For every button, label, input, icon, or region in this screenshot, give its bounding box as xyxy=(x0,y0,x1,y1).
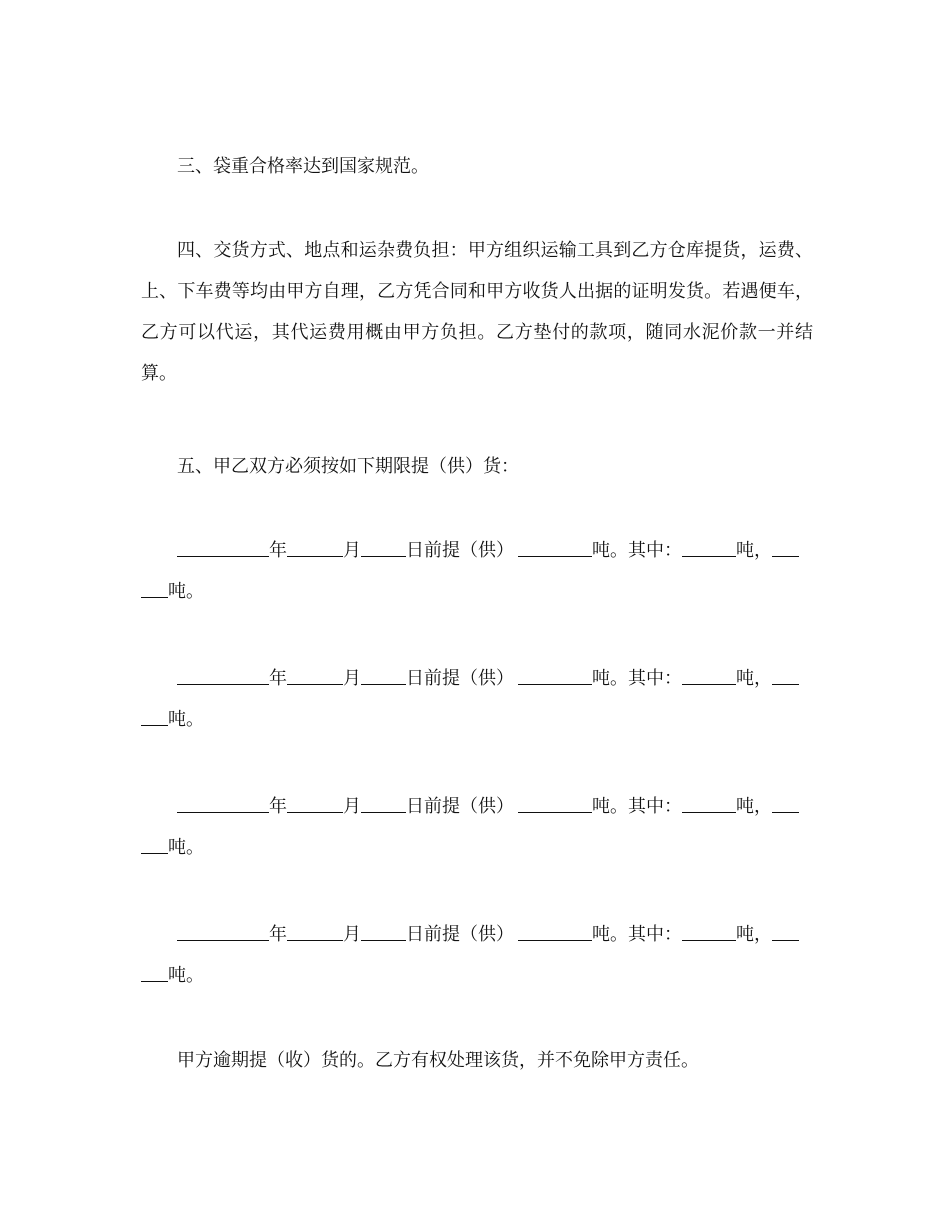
schedule-row-line xyxy=(141,530,813,571)
day-blank[interactable] xyxy=(361,536,406,557)
month-label: 月 xyxy=(343,668,361,689)
part-tons-blank-2[interactable] xyxy=(772,664,799,685)
schedule-row-line xyxy=(141,658,813,699)
month-blank[interactable] xyxy=(287,792,343,813)
before-label: 日前提（供） xyxy=(406,540,514,561)
part-tons-label: 吨， xyxy=(736,924,772,945)
month-blank[interactable] xyxy=(287,664,343,685)
schedule-row xyxy=(141,530,813,612)
year-label: 年 xyxy=(269,540,287,561)
part-tons-blank-2-cont[interactable] xyxy=(141,961,168,982)
month-label: 月 xyxy=(343,924,361,945)
before-label: 日前提（供） xyxy=(406,796,514,817)
part-tons-blank[interactable] xyxy=(682,536,736,557)
month-label: 月 xyxy=(343,796,361,817)
end-tons-label: 吨。 xyxy=(168,837,204,858)
schedule-row-line xyxy=(141,914,813,955)
day-blank[interactable] xyxy=(361,792,406,813)
part-tons-blank[interactable] xyxy=(682,792,736,813)
day-blank[interactable] xyxy=(361,920,406,941)
part-tons-blank[interactable] xyxy=(682,664,736,685)
schedule-row-continuation xyxy=(141,827,813,868)
part-tons-blank-2[interactable] xyxy=(772,536,799,557)
day-blank[interactable] xyxy=(361,664,406,685)
part-tons-blank-2[interactable] xyxy=(772,792,799,813)
clause-3-quality: 三、袋重合格率达到国家规范。 xyxy=(177,156,429,177)
part-tons-blank-2-cont[interactable] xyxy=(141,833,168,854)
part-tons-blank-2[interactable] xyxy=(772,920,799,941)
month-blank[interactable] xyxy=(287,920,343,941)
schedule-row-line xyxy=(141,786,813,827)
schedule-row-continuation xyxy=(141,699,813,740)
schedule-row xyxy=(141,914,813,996)
schedule-row-continuation xyxy=(141,955,813,996)
end-tons-label: 吨。 xyxy=(168,581,204,602)
clause-4-delivery: 四、交货方式、地点和运杂费负担：甲方组织运输工具到乙方仓库提货，运费、上、下车费等均由甲方自理，乙方凭合同和甲方收货人出据的证明发货。若遇便车，乙方可以代运，其代运费用概由甲方负担。乙方垫付的款项，随同水泥价款一并结算。 xyxy=(141,240,813,384)
total-tons-label: 吨。其中： xyxy=(592,540,682,561)
schedule-row-continuation xyxy=(141,571,813,612)
part-tons-label: 吨， xyxy=(736,796,772,817)
total-tons-label: 吨。其中： xyxy=(592,924,682,945)
total-tons-blank[interactable] xyxy=(518,664,592,685)
schedule-row xyxy=(141,786,813,868)
year-label: 年 xyxy=(269,924,287,945)
total-tons-label: 吨。其中： xyxy=(592,668,682,689)
part-tons-blank-2-cont[interactable] xyxy=(141,705,168,726)
end-tons-label: 吨。 xyxy=(168,965,204,986)
year-blank[interactable] xyxy=(177,920,269,941)
year-blank[interactable] xyxy=(177,792,269,813)
schedule-row xyxy=(141,658,813,740)
total-tons-blank[interactable] xyxy=(518,792,592,813)
clause-5-schedule-heading: 五、甲乙双方必须按如下期限提（供）货： xyxy=(177,456,519,477)
part-tons-blank-2-cont[interactable] xyxy=(141,577,168,598)
year-label: 年 xyxy=(269,796,287,817)
month-label: 月 xyxy=(343,540,361,561)
before-label: 日前提（供） xyxy=(406,668,514,689)
year-blank[interactable] xyxy=(177,664,269,685)
before-label: 日前提（供） xyxy=(406,924,514,945)
part-tons-blank[interactable] xyxy=(682,920,736,941)
year-blank[interactable] xyxy=(177,536,269,557)
total-tons-blank[interactable] xyxy=(518,536,592,557)
year-label: 年 xyxy=(269,668,287,689)
part-tons-label: 吨， xyxy=(736,540,772,561)
total-tons-label: 吨。其中： xyxy=(592,796,682,817)
total-tons-blank[interactable] xyxy=(518,920,592,941)
part-tons-label: 吨， xyxy=(736,668,772,689)
end-tons-label: 吨。 xyxy=(168,709,204,730)
month-blank[interactable] xyxy=(287,536,343,557)
overdue-clause: 甲方逾期提（收）货的。乙方有权处理该货，并不免除甲方责任。 xyxy=(177,1050,699,1071)
